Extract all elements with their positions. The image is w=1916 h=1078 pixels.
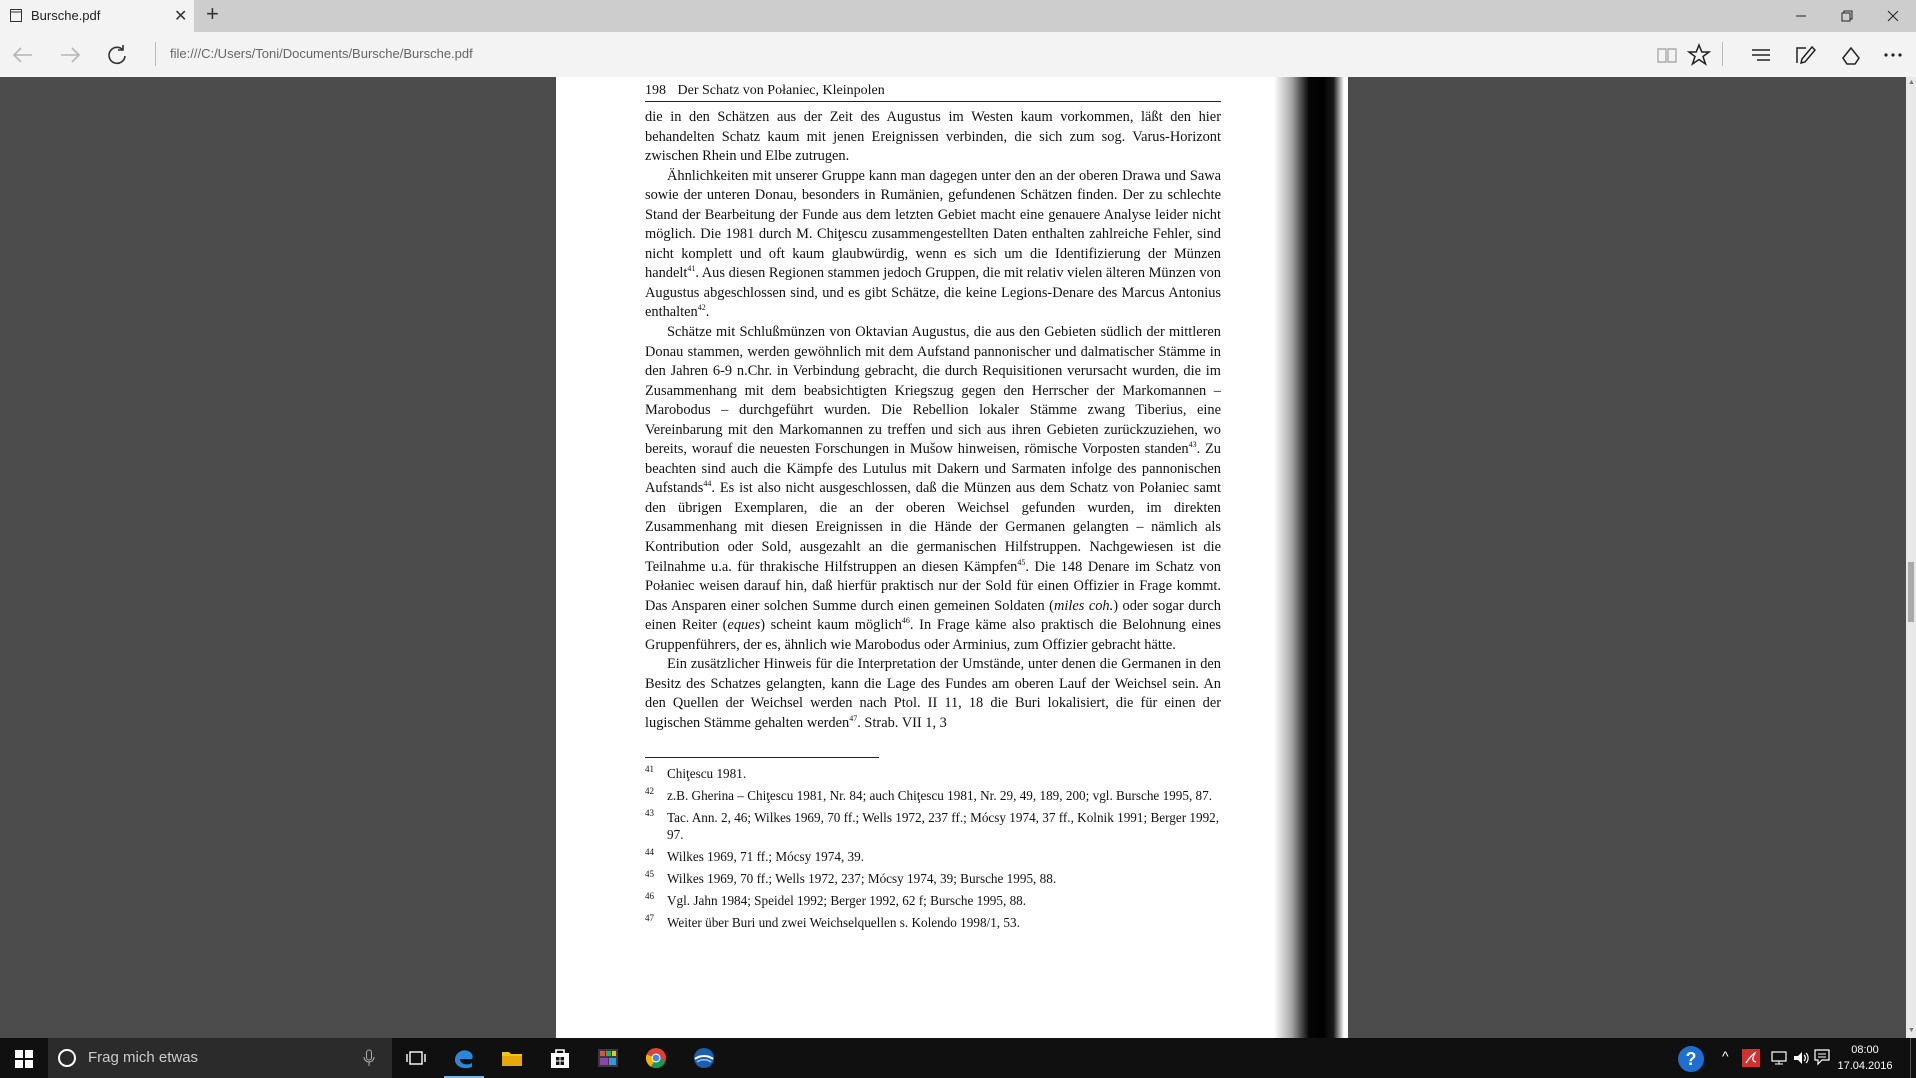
text-run: Schätze mit Schlußmünzen von Oktavian Augustus, die aus den Gebieten südlich der mittleren Donau stammen, werden gewöhnlich mit dem Aufstand pannonischer und dalmatischer Stämme in den Jahren 6-9 n.Chr. in Verbindung gebracht, die durch Requisitionen verursacht wurden, die im Zusammenhang mit dem beabsichtigten Kriegszug gegen den Herrscher der Markomannen – Marobodus – durchgeführt wurden. Die Rebellion lokaler Stämme zwang Tiberius, eine Vereinbarung mit den Markomannen zu treffen und sich aus ihren Gebieten zurückzuziehen, wo bereits, worauf die neuesten Forschungen in Mušow hinweisen, römische Vorposten standen [645,324,1221,458]
tab-active[interactable] [0,0,194,32]
italic-term: miles coh. [1053,597,1114,614]
search-placeholder: Frag mich etwas [88,1049,199,1066]
title-bar [0,0,1916,32]
text-run: . Aus diesen Regionen stammen jedoch Gruppen, die mit relativ vielen älteren Münzen von Augustus abgeschlossen sind, und es gibt Schätze, die keine Legions-Denare des Marcus Antonius enthalten [645,265,1221,321]
close-button[interactable] [1870,0,1916,32]
toolbar-separator [1722,42,1723,66]
thunderbird-icon [692,1046,716,1070]
windows-logo-icon [15,1050,33,1068]
help-icon[interactable] [1676,1044,1706,1074]
footnote-text: Weiter über Buri und zwei Weichselquellen s. Kolendo 1998/1, 53. [667,914,1020,930]
chrome-icon [644,1046,668,1070]
footnote-number: 46 [645,890,654,901]
footnote-number: 41 [645,763,654,774]
show-hidden-icons-icon[interactable]: ^ [1722,1048,1729,1064]
footnote-ref[interactable]: 47 [849,714,858,724]
footnote-number: 43 [645,807,654,818]
text-run: . In Frage käme also praktisch die Belohnung eines Gruppenführers, der es, ähnlich wie Marobodus oder Arminius, zum Offizier gebracht hätte. [645,617,1222,653]
task-view-icon [404,1046,428,1070]
footnote-text: z.B. Gherina – Chiţescu 1981, Nr. 84; auch Chiţescu 1981, Nr. 29, 49, 189, 200; vgl. Bursche 1995, 87. [667,787,1213,803]
taskbar-app-edge[interactable] [440,1038,488,1078]
address-separator [155,42,156,66]
footnote [645,848,1221,865]
document-icon [10,9,22,22]
footnote-number: 44 [645,846,654,857]
taskbar-app-store[interactable] [536,1038,584,1078]
cortana-icon [58,1049,76,1067]
vertical-scrollbar[interactable] [1906,77,1916,1039]
address-bar[interactable]: file:///C:/Users/Toni/Documents/Bursche/Bursche.pdf [170,46,473,61]
body-text [645,108,1221,734]
footnote-text: Tac. Ann. 2, 46; Wilkes 1969, 70 ff.; Wells 1972, 237 ff.; Mócsy 1974, 37 ff., Kolnik 1991; Berger 1992, 97. [667,809,1220,842]
footnote-number: 47 [645,912,654,923]
page-content [645,83,1221,936]
taskbar-app-file-explorer[interactable] [488,1038,536,1078]
hub-icon[interactable] [1748,42,1774,68]
footnote [645,870,1221,887]
text-run: . Die 148 Denare im Schatz von Połaniec weisen darauf hin, daß hierfür praktisch nur der Sold für einen Offizier in Frage kommt. Das Ansparen einer solchen Summe durch einen gemeinen Soldaten ( [645,558,1221,614]
cortana-search-box[interactable] [48,1038,392,1078]
running-title: Der Schatz von Połaniec, Kleinpolen [677,83,885,98]
show-desktop-button[interactable] [1910,1038,1916,1078]
restore-button[interactable] [1824,0,1870,32]
refresh-icon[interactable] [104,42,130,68]
tab-title: Bursche.pdf [31,8,101,23]
paragraph [645,655,1221,733]
back-icon[interactable] [10,42,36,68]
text-run: . Es ist also nicht ausgeschlossen, daß die Münzen aus dem Schatz von Połaniec samt den übrigen Exemplaren, die an der oberen Weichsel gefunden wurden, im direkten Zusammenhang mit diesen Ereignissen in die Hände der Germanen gelangten – nämlich als Kontribution oder Sold, ausgezahlt an die germanischen Hilfstruppen. Nachgewiesen ist die Teilnahme u.a. für thrakische Hilfstruppen an diesen Kämpfen [645,480,1221,575]
acrobat-tray-icon[interactable] [1742,1049,1760,1067]
paragraph [645,323,1221,655]
scroll-thumb[interactable] [1908,562,1914,622]
footnote-ref[interactable]: 45 [1017,557,1026,567]
clock-date: 17.04.2016 [1837,1060,1893,1072]
edge-icon [452,1046,476,1070]
text-run: Ähnlichkeiten mit unserer Gruppe kann man dagegen unter den an der oberen Drawa und Sawa sowie der unteren Donau, besonders in Rumänien, gefundenen Schätzen finden. Der zu schlechte Stand der Bearbeitung der Funde aus dem letzten Gebiet macht eine genauere Analyse leider nicht möglich. Die 1981 durch M. Chiţescu zusammengestellten Daten enthalten zahlreiche Fehler, sind nicht komplett und oft kaum glaubwürdig, wenn es sich um die Identifizierung der Münzen handelt [645,167,1221,282]
footnote-number: 42 [645,785,654,796]
clock-time: 08:00 [1851,1044,1879,1056]
pdf-viewer[interactable] [0,77,1906,1039]
scroll-up-icon[interactable]: ▲ [1908,79,1915,86]
footnote-ref[interactable]: 43 [1188,440,1197,450]
photos-icon [596,1046,620,1070]
minimize-button[interactable] [1778,0,1824,32]
italic-term: eques [727,617,761,634]
taskbar [0,1038,1916,1078]
footnotes [645,765,1221,931]
footnote-text: Chiţescu 1981. [667,765,747,781]
page-number: 198 [645,83,666,98]
share-icon[interactable] [1838,42,1864,68]
svg-text:?: ? [1685,1049,1697,1069]
forward-icon[interactable] [57,42,83,68]
new-tab-icon[interactable]: + [206,1,219,26]
footnote-text: Wilkes 1969, 70 ff.; Wells 1972, 237; Mócsy 1974, 39; Bursche 1995, 88. [667,870,1057,886]
text-run: . [705,304,710,321]
scroll-down-icon[interactable]: ▼ [1908,1027,1915,1034]
restore-icon [1841,10,1853,22]
task-view-button[interactable] [392,1038,440,1078]
footnote-ref[interactable]: 44 [703,479,712,489]
footnote [645,787,1221,804]
favorite-star-icon[interactable] [1686,42,1712,68]
paragraph [645,167,1221,323]
footnote-ref[interactable]: 41 [687,264,696,274]
text-run: . Zu beachten sind auch die Kämpfe des Lutulus mit Dakern und Sarmaten infolge des pannonischen Aufstands [645,441,1221,497]
reading-view-icon[interactable] [1654,42,1680,68]
close-icon [1887,10,1899,22]
taskbar-app-chrome[interactable] [632,1038,680,1078]
running-header [645,83,1221,102]
volume-icon[interactable] [1792,1050,1810,1066]
action-center-icon[interactable] [1814,1048,1830,1066]
file-explorer-icon [500,1046,524,1070]
footnote-ref[interactable]: 42 [697,303,706,313]
text-run: Ein zusätzlicher Hinweis für die Interpretation der Umstände, unter denen die Germanen in den Besitz des Schatzes gelangten, kann die Lage des Fundes am oberen Lauf der Weichsel sein. An den Quellen der Weichsel werden nach Ptol. II 11, 18 die Buri lokalisiert, die für einen der lugischen Stämme gehalten werden [645,656,1221,731]
system-clock[interactable] [1836,1042,1894,1074]
microphone-icon[interactable] [363,1049,375,1067]
more-options-icon[interactable] [1880,42,1906,68]
pdf-page [556,77,1348,1039]
minimize-icon [1795,10,1807,22]
footnote-ref[interactable]: 46 [901,616,910,626]
text-run: ) oder sogar durch einen Reiter ( [645,597,1221,634]
footnote [645,892,1221,909]
start-button[interactable] [0,1038,48,1078]
footnote-text: Vgl. Jahn 1984; Speidel 1992; Berger 1992, 62 f; Bursche 1995, 88. [667,892,1027,908]
footnote [645,914,1221,931]
footnote-text: Wilkes 1969, 71 ff.; Mócsy 1974, 39. [667,848,865,864]
text-run: . Strab. VII 1, 3 [857,714,947,731]
scan-gutter-shadow [1274,77,1344,1039]
text-run: die in den Schätzen aus der Zeit des Augustus im Westen kaum vorkommen, läßt den hier behandelten Schatz kaum mit jenen Ereignissen verbinden, die sich zum sog. Varus-Horizont zwischen Rhein und Elbe zutrugen. [645,109,1221,165]
paragraph [645,108,1221,167]
footnote-number: 45 [645,868,654,879]
tab-close-icon[interactable]: ✕ [174,8,188,25]
store-icon [548,1046,572,1070]
navigation-bar [0,32,1916,78]
footnote [645,765,1221,782]
taskbar-app-photos[interactable] [584,1038,632,1078]
taskbar-app-thunderbird[interactable] [680,1038,728,1078]
footnote [645,809,1221,843]
footnote-rule [645,757,879,758]
web-note-icon[interactable] [1792,42,1818,68]
text-run: ) scheint kaum möglich [760,617,902,634]
network-icon[interactable] [1770,1050,1788,1066]
